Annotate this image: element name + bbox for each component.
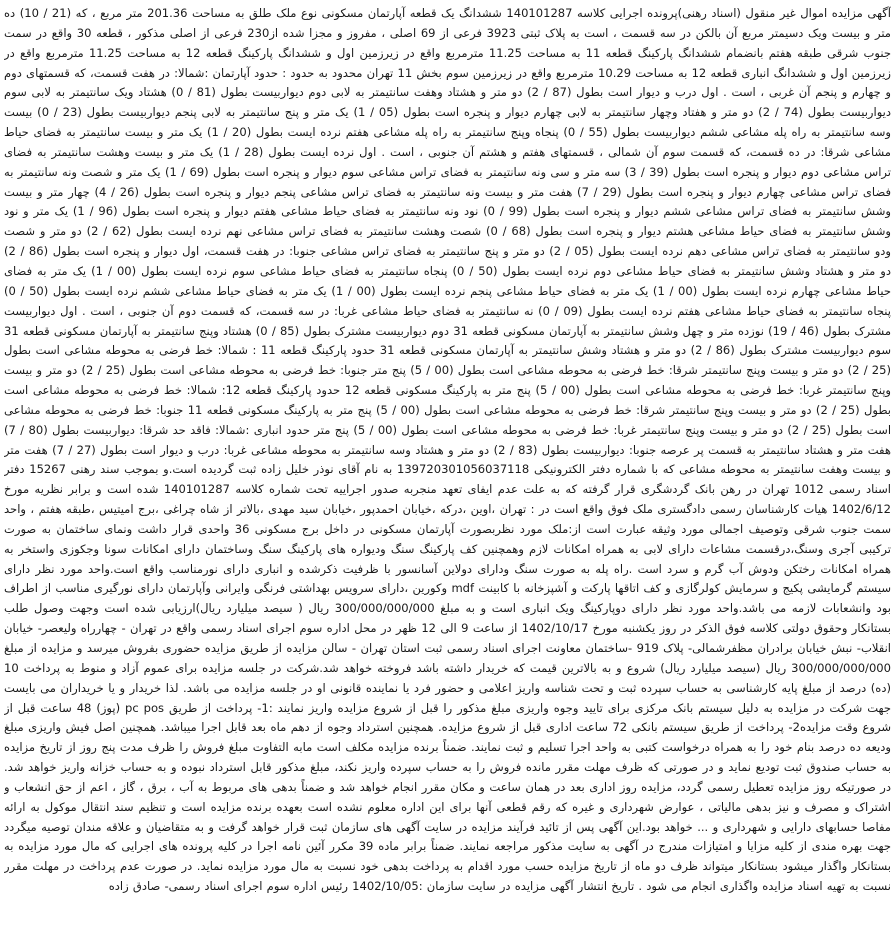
auction-notice-text: آگهی مزایده اموال غیر منقول (اسناد رهنی)پرونده اجرایی کلاسه 140101287 ششدانگ یک قطعه آپارتمان مسکونی نوع ملک طلق به مساحت 201.36 متر مربع ، که (21 / 10) ده متر و بیست ویک دسیمتر مربع آن بالکن در سه قسمت ، است به پلاک ثبتی 3923 فرعی از 69 اصلی ، مفروز و مجزا شده از230 فرعی از اصلی مذکور ، قطعه 30 واقع در سمت جنوب شرقی طبقه هفتم بانضمام ششدانگ پارکینگ قطعه 11 به مساحت 11.25 مترمربع واقع در زیرزمین اول و ششدانگ پارکینگ قطعه 12 به مساحت 11.25 مترمربع واقع در زیرزمین اول و ششدانگ انباری قطعه 12 به مساحت 10.29 مترمربع واقع در زیرزمین سوم بخش 11 تهران محدود به حدود : حدود آپارتمان :شمالا: در هفت قسمت، که قسمتهای دوم و چهارم و پنجم آن غربی ، است . اول درب و دیوار است بطول (87 / 2) دو متر و هشتاد وهفت سانتیمتر به لابی دوم دیواربیست بطول (81 / 0) هشتاد ویک سانتیمتر به لابی سوم دیواربیست بطول (74 / 2) دو متر و هفتاد وچهار سانتیمتر به لابی چهارم دیوار و پنجره است بطول (05 / 1) یک متر و پنج سانتیمتر به لابی پنجم دیواربیست بطول (23 / 0) بیست وسه سانتیمتر به راه پله مشاعی ششم دیواربیست بطول (55 / 0) پنجاه وپنج سانتیمتر به راه پله مشاعی هفتم نرده ایست بطول (20 / 1) یک متر و بیست سانتیمتر به فضای حیاط مشاعی شرقا: در ده قسمت، که قسمت سوم آن شمالی ، قسمتهای هفتم و هشتم آن جنوبی ، است . اول نرده ایست بطول (28 / 1) یک متر و بیست وهشت سانتیمتر به فضای تراس مشاعی دوم دیوار و پنجره است بطول (39 / 3) سه متر و سی ونه سانتیمتر به فضای تراس مشاعی سوم دیوار و پنجره است بطول (69 / 1) یک متر و شصت ونه سانتیمتر به فضای تراس مشاعی چهارم دیوار و پنجره است بطول (29 / 7) هفت متر و بیست ونه سانتیمتر به فضای تراس مشاعی پنجم دیوار و پنجره است بطول (26 / 4) چهار متر و بیست وشش سانتیمتر به فضای تراس مشاعی ششم دیوار و پنجره است بطول (99 / 0) نود ونه سانتیمتر به فضای حیاط مشاعی هفتم دیوار و پنجره است بطول (96 / 1) یک متر و نود وشش سانتیمتر به فضای حیاط مشاعی هشتم دیوار و پنجره است بطول (68 / 0) شصت وهشت سانتیمتر به فضای تراس مشاعی نهم نرده ایست بطول (62 / 2) دو متر و شصت ودو سانتیمتر به فضای تراس مشاعی دهم نرده ایست بطول (05 / 2) دو متر و پنج سانتیمتر به فضای تراس مشاعی جنوبا: در هفت قسمت، اول دیوار و پنجره است بطول (86 / 2) دو متر و هشتاد وشش سانتیمتر به فضای حیاط مشاعی دوم نرده ایست بطول (50 / 0) پنجاه سانتیمتر به فضای حیاط مشاعی سوم نرده ایست بطول (00 / 1) یک متر به فضای حیاط مشاعی چهارم نرده ایست بطول (00 / 1) یک متر به فضای حیاط مشاعی پنجم نرده ایست بطول (00 / 1) یک متر به فضای حیاط مشاعی ششم نرده ایست بطول (50 / 0) پنجاه سانتیمتر به فضای حیاط مشاعی هفتم نرده ایست بطول (09 / 0) نه سانتیمتر به فضای حیاط مشاعی غربا: در سه قسمت، که قسمت دوم آن جنوبی ، است . اول دیواربیست مشترک بطول (46 / 19) نوزده متر و چهل وشش سانتیمتر به آپارتمان مسکونی قطعه 31 دوم دیواربیست مشترک بطول (85 / 0) هشتاد وپنج سانتیمتر به آپارتمان مسکونی قطعه 31 سوم دیواربیست مشترک بطول (86 / 2) دو متر و هشتاد وشش سانتیمتر به آپارتمان مسکونی قطعه 31 حدود پارکینگ قطعه 11 : شمالا: خط فرضی به محوطه مشاعی است بطول (25 / 2) دو متر و بیست وپنج سانتیمتر شرقا: خط فرضی به محوطه مشاعی است بطول (00 / 5) پنج متر جنوبا: خط فرضی به محوطه مشاعی است بطول (25 / 2) دو متر و بیست وپنج سانتیمتر غربا: خط فرضی به محوطه مشاعی است بطول (00 / 5) پنج متر به پارکینگ مسکونی قطعه 12 حدود پارکینگ قطعه 12: شمالا: خط فرضی به محوطه مشاعی است بطول (25 / 2) دو متر و بیست وپنج سانتیمتر شرقا: خط فرضی به محوطه مشاعی است بطول (00 / 5) پنج متر به پارکینگ مسکونی قطعه 11 جنوبا: خط فرضی به محوطه مشاعی است بطول (25 / 2) دو متر و بیست وپنج سانتیمتر غربا: خط فرضی به محوطه مشاعی است بطول (00 / 5) پنج متر حدود انباری :شمالا: فاقد حد شرقا: دیواربیست بطول (80 / 7) هفت متر و هشتاد سانتیمتر به قسمت پر عرصه جنوبا: دیواربیست بطول (83 / 2) دو متر و هشتاد وسه سانتیمتر به محوطه مشاعی غربا: درب و دیوار است بطول (27 / 7) هفت متر و بیست وهفت سانتیمتر به محوطه مشاعی که با شماره دفتر الکترونیکی 139720301056037118 به نام آقای نوذر خلیل زاده ثبت گردیده است.و بموجب سند رهنی 15267 دفتر اسناد رسمی 1012 تهران در رهن بانک گردشگری قرار گرفته که به علت عدم ایفای تعهد منجربه صدور اجراییه تحت شماره کلاسه 140101287 شده است و برابر نظریه مورخ 1402/6/12 هیات کارشناسان رسمی دادگستری ملک فوق واقع است در : تهران ،اوین ،درکه ،خیابان احمدپور ،خیابان سید مهدی ،بالاتر از شاه چراغی ،برج امیتیس ،طبقه هفتم ، واحد سمت جنوب شرقی وتوصیف اجمالی مورد وثیقه عبارت است از:ملک مورد نظربصورت آپارتمان مسکونی در داخل برج مسکونی 36 واحدی قرار داشت ونمای ساختمان به صورت ترکیبی آجری وسنگ،درقسمت مشاعات دارای لابی به همراه امکانات لازم وهمچنین کف پارکینگ سنگ ودیواره های پارکینگ سنگ وساختمان دارای امکانات سونا وجکوزی واستخر به همراه امکانات رختکن ودوش آب گرم و سرد است .راه پله به صورت سنگ ودارای دولاین آسانسور با ظرفیت ذکرشده و انباری دارای نورمناسب واقع است.واحد مورد نظر دارای سیستم گرمایشی پکیج و سرمایش کولرگازی و کف اتاقها پارکت و آشپزخانه با کابینت mdf وکورین ،دارای سرویس بهداشتی فرنگی وایرانی وآپارتمان دارای نورگیری مناسب از اطراف بود وانشعابات لازمه می باشد.واحد مورد نظر دارای دوپارکینگ ویک انباری است و به مبلغ 300/000/000/000 ریال ( سیصد میلیارد ریال)ارزیابی شده است وجهت وصول طلب بستانکار وحقوق دولتی کلاسه فوق الذکر در روز یکشنبه مورخ 1402/10/17 از ساعت 9 الی 12 ظهر در محل اداره سوم اجرای اسناد رسمی واقع در تهران - چهارراه ولیعصر- خیابان انقلاب- نبش خیابان برادران مظفرشمالی- پلاک 919 -ساختمان معاونت اجرای اسناد رسمی ثبت استان تهران - سالن مزایده از طریق مزایده حضوری بفروش میرسد و مزایده از مبلغ 300/000/000/000 ریال (سیصد میلیارد ریال) شروع و به بالاترین قیمت که خریدار داشته باشد فروخته خواهد شد.شرکت در جلسه مزایده برای عموم آزاد و منوط به پرداخت 10 (ده) درصد از مبلغ پایه کارشناسی به حساب سپرده ثبت و تحت شناسه واریز اعلامی و حضور فرد یا نماینده قانونی او در جلسه مزایده می باشد. لذا خریدار و یا خریداران می بایست جهت شرکت در مزایده به دلیل سیستم بانک مرکزی برای تایید وجوه واریزی مبلغ مذکور را قبل از شروع مزایده واریز نمایند :1- پرداخت از طریق pc pos (پوز) 48 ساعت قبل از شروع وقت مزایده2- پرداخت از طریق سیستم بانکی 72 ساعت اداری قبل از شروع مزایده. همچنین استرداد وجوه از دهم ماه بعد قابل اجرا میباشد. همچنین اصل فیش واریزی مبلغ ودیعه ده درصد بنام خود را به همراه درخواست کتبی به واحد اجرا تسلیم و ثبت نمایند. ضمناً برنده مزایده مکلف است مابه التفاوت مبلغ فروش را ظرف مدت پنج روز از تاریخ مزایده به حساب صندوق ثبت تودیع نماید و در صورتی که ظرف مهلت مقرر مانده فروش را به حساب سپرده واریز نکند، مبلغ مذکور قابل استرداد نبوده و به حساب خزانه واریز خواهد شد. در صورتیکه روز مزایده تعطیل رسمی گردد، مزایده روز اداری بعد در همان ساعت و مکان مقرر انجام خواهد شد و ضمناً بدهی های مربوط به آب ، برق ، گاز ، اعم از حق انشعاب و اشتراک و مصرف و نیز بدهی مالیاتی ، عوارض شهرداری و غیره که رقم قطعی آنها برای این اداره معلوم نشده است بعهده برنده مزایده است و تنظیم سند انتقال موکول به ارائه مفاصا حسابهای دارایی و شهرداری و ... خواهد بود.این آگهی پس از تائید فرآیند مزایده در سایت آگهی های سازمان ثبت قرار خواهد گرفت و به متقاضیان و علاقه مندان توصیه میگردد جهت بهره مندی از کلیه مزایا و امتیازات مندرج در آگهی به سایت مذکور مراجعه نمایند. ضمناً برابر ماده 39 مکرر آئین نامه اجرا در کلیه پرونده های اجرایی که مال مورد مزایده به بستانکار واگذار میشود بستانکار میتواند ظرف دو ماه از تاریخ مزایده حسب مورد اقدام به پرداخت بدهی خود نسبت به مال مورد مزایده نماید. در صورت عدم پرداخت در مهلت مقرر نسبت به تهیه اسناد مزایده واگذاری انجام می شود . تاریخ انتشار آگهی مزایده در سایت سازمان :1402/10/05 رئیس اداره سوم اجرای اسناد رسمی- صادق زاده [4,6,891,894]
